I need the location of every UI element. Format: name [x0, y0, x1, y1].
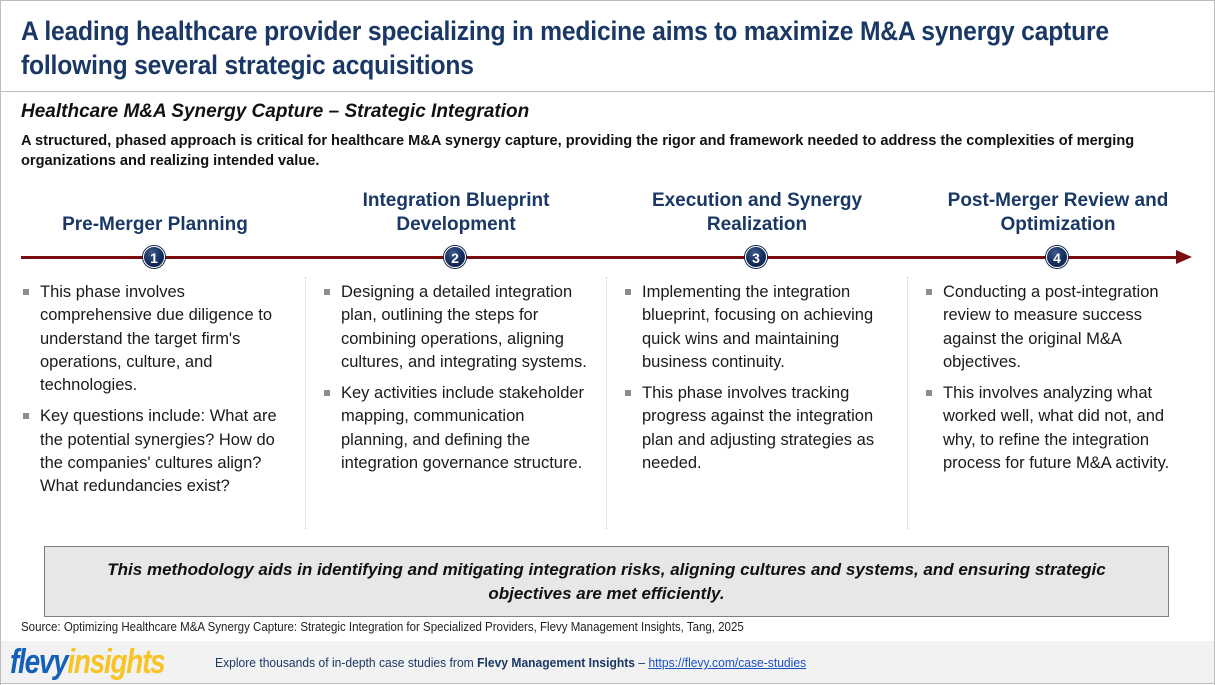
phase-3-title-line1: Execution and Synergy [651, 190, 863, 211]
bullet-item [925, 382, 1193, 475]
square-bullet-icon [926, 390, 932, 396]
phase-3-title-line2: Realization [706, 214, 808, 235]
footer-text [215, 655, 806, 670]
logo-flevy: flevy [10, 643, 68, 681]
phase-4-title-line2: Optimization [1000, 214, 1116, 235]
bullet-item [323, 281, 591, 374]
phase-3-title [617, 189, 897, 237]
case-studies-link[interactable]: https://flevy.com/case-studies [648, 655, 807, 670]
flevy-insights-logo[interactable] [10, 643, 164, 682]
bullet-item [323, 382, 591, 475]
timeline-arrowhead-icon [1176, 250, 1192, 264]
square-bullet-icon [23, 289, 29, 295]
step-4-number-icon: 4 [1046, 246, 1068, 268]
bullet-text: Conducting a post-integration review to measure success against the original M&A objectives. [943, 283, 1159, 371]
title-divider [1, 91, 1214, 92]
section-description: A structured, phased approach is critical for healthcare M&A synergy capture, providing the rigor and framework needed to address the complexities of merging organizations and realizing intended value. [21, 133, 1135, 169]
summary-callout [44, 546, 1169, 617]
section-subtitle: Healthcare M&A Synergy Capture – Strategic Integration [21, 101, 530, 122]
callout-text: This methodology aids in identifying and mitigating integration risks, aligning cultures and systems, and ensuring strategic objectives are met efficiently. [107, 559, 1106, 603]
page-title [21, 14, 1118, 82]
square-bullet-icon [625, 390, 631, 396]
bullet-item [624, 281, 892, 374]
bullet-item [22, 405, 290, 498]
bullet-item [624, 382, 892, 475]
square-bullet-icon [324, 390, 330, 396]
phase-1-details [22, 281, 290, 507]
bullet-text: This phase involves tracking progress against the integration plan and adjusting strategies as needed. [642, 384, 875, 473]
phase-2-details [323, 281, 591, 483]
timeline-line [21, 256, 1181, 259]
phase-1-title [15, 213, 295, 237]
phase-2-title-line1: Integration Blueprint [362, 190, 550, 211]
square-bullet-icon [23, 413, 29, 419]
step-1-number-icon: 1 [143, 246, 165, 268]
column-divider [606, 277, 607, 529]
bullet-text: This involves analyzing what worked well, what did not, and why, to refine the integration process for future M&A activity. [943, 384, 1170, 473]
phase-4-title [918, 189, 1198, 237]
bullet-text: Key questions include: What are the potential synergies? How do the companies' cultures align? What redundancies exist? [40, 407, 277, 496]
footer-bar [1, 641, 1214, 684]
footer-separator: – [634, 655, 649, 670]
page-title-line1: A leading healthcare provider specializing in medicine aims to maximize M&A synergy capture [21, 16, 1109, 46]
bullet-text: Designing a detailed integration plan, outlining the steps for combining operations, aligning cultures, and integrating systems. [341, 283, 587, 371]
step-3-number-icon: 3 [745, 246, 767, 268]
phase-4-details [925, 281, 1193, 483]
source-citation: Source: Optimizing Healthcare M&A Synergy Capture: Strategic Integration for Specialized Providers, Flevy Management Insights, Tang, 2025 [21, 620, 744, 634]
column-divider [907, 277, 908, 529]
square-bullet-icon [625, 289, 631, 295]
bullet-text: This phase involves comprehensive due diligence to understand the target firm's operations, culture, and technologies. [40, 283, 273, 395]
step-2-number-icon: 2 [444, 246, 466, 268]
bullet-item [925, 281, 1193, 374]
footer-text-prefix: Explore thousands of in-depth case studies from [215, 655, 478, 670]
phase-1-title-line1: Pre-Merger Planning [62, 214, 248, 235]
column-divider [305, 277, 306, 529]
phase-4-title-line1: Post-Merger Review and [947, 190, 1169, 211]
square-bullet-icon [324, 289, 330, 295]
logo-insights: insights [67, 643, 165, 681]
page-title-line2: following several strategic acquisitions [21, 50, 474, 80]
footer-brand: Flevy Management Insights [477, 655, 635, 670]
phase-3-details [624, 281, 892, 483]
bullet-text: Key activities include stakeholder mapping, communication planning, and defining the integration governance structure. [341, 384, 585, 473]
phase-2-title-line2: Development [396, 214, 516, 235]
phase-2-title [316, 189, 596, 237]
bullet-item [22, 281, 290, 397]
bullet-text: Implementing the integration blueprint, focusing on achieving quick wins and maintaining business continuity. [642, 283, 874, 371]
square-bullet-icon [926, 289, 932, 295]
